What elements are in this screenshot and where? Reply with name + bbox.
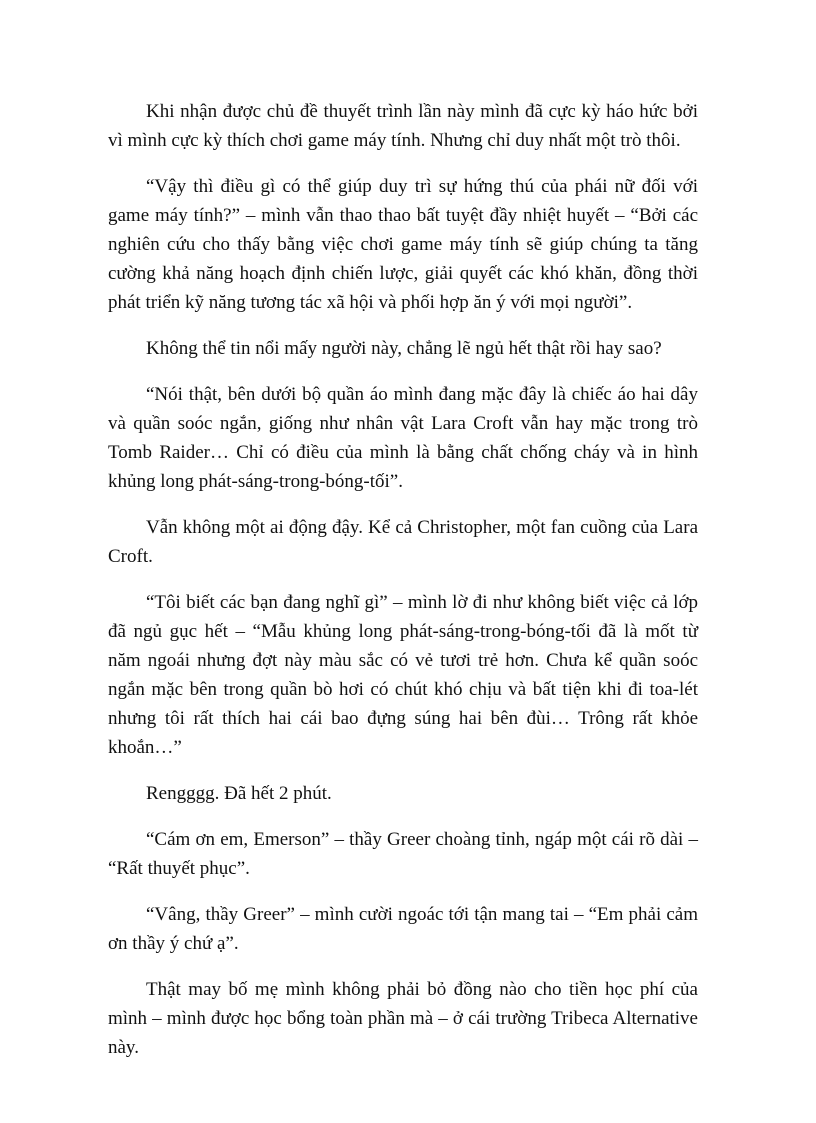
paragraph-9: “Vâng, thầy Greer” – mình cười ngoác tới tận mang tai – “Em phải cảm ơn thầy ý chứ ạ”. — [108, 904, 698, 954]
paragraph-2: “Vậy thì điều gì có thể giúp duy trì sự hứng thú của phái nữ đối với game máy tính?” – mình vẫn thao thao bất tuyệt đầy nhiệt huyết – “Bởi các nghiên cứu cho thấy bằng việc chơi game máy tính sẽ giúp chúng ta tăng cường khả năng hoạch định chiến lược, giải quyết các khó khăn, đồng thời phát triển kỹ năng tương tác xã hội và phối hợp ăn ý với mọi người”. — [108, 176, 698, 313]
document-body — [108, 97, 698, 1079]
paragraph-5: Vẫn không một ai động đậy. Kể cả Christopher, một fan cuồng của Lara Croft. — [108, 517, 698, 567]
paragraph-4: “Nói thật, bên dưới bộ quần áo mình đang mặc đây là chiếc áo hai dây và quần soóc ngắn, giống như nhân vật Lara Croft vẫn hay mặc trong trò Tomb Raider… Chỉ có điều của mình là bằng chất chống cháy và in hình khủng long phát-sáng-trong-bóng-tối”. — [108, 384, 698, 492]
paragraph-6: “Tôi biết các bạn đang nghĩ gì” – mình lờ đi như không biết việc cả lớp đã ngủ gục hết – “Mẫu khủng long phát-sáng-trong-bóng-tối đã là mốt từ năm ngoái nhưng đợt này màu sắc có vẻ tươi trẻ hơn. Chưa kể quần soóc ngắn mặc bên trong quần bò hơi có chút khó chịu và bất tiện khi đi toa-lét nhưng tôi rất thích hai cái bao đựng súng hai bên đùi… Trông rất khỏe khoắn…” — [108, 592, 698, 758]
paragraph-8: “Cám ơn em, Emerson” – thầy Greer choàng tỉnh, ngáp một cái rõ dài – “Rất thuyết phục”. — [108, 829, 698, 879]
paragraph-3: Không thể tin nổi mấy người này, chẳng lẽ ngủ hết thật rồi hay sao? — [146, 338, 662, 359]
paragraph-7: Rengggg. Đã hết 2 phút. — [146, 783, 332, 804]
paragraph-1: Khi nhận được chủ đề thuyết trình lần này mình đã cực kỳ háo hức bởi vì mình cực kỳ thích chơi game máy tính. Nhưng chỉ duy nhất một trò thôi. — [108, 101, 698, 151]
paragraph-10: Thật may bố mẹ mình không phải bỏ đồng nào cho tiền học phí của mình – mình được học bổng toàn phần mà – ở cái trường Tribeca Alternative này. — [108, 979, 698, 1058]
